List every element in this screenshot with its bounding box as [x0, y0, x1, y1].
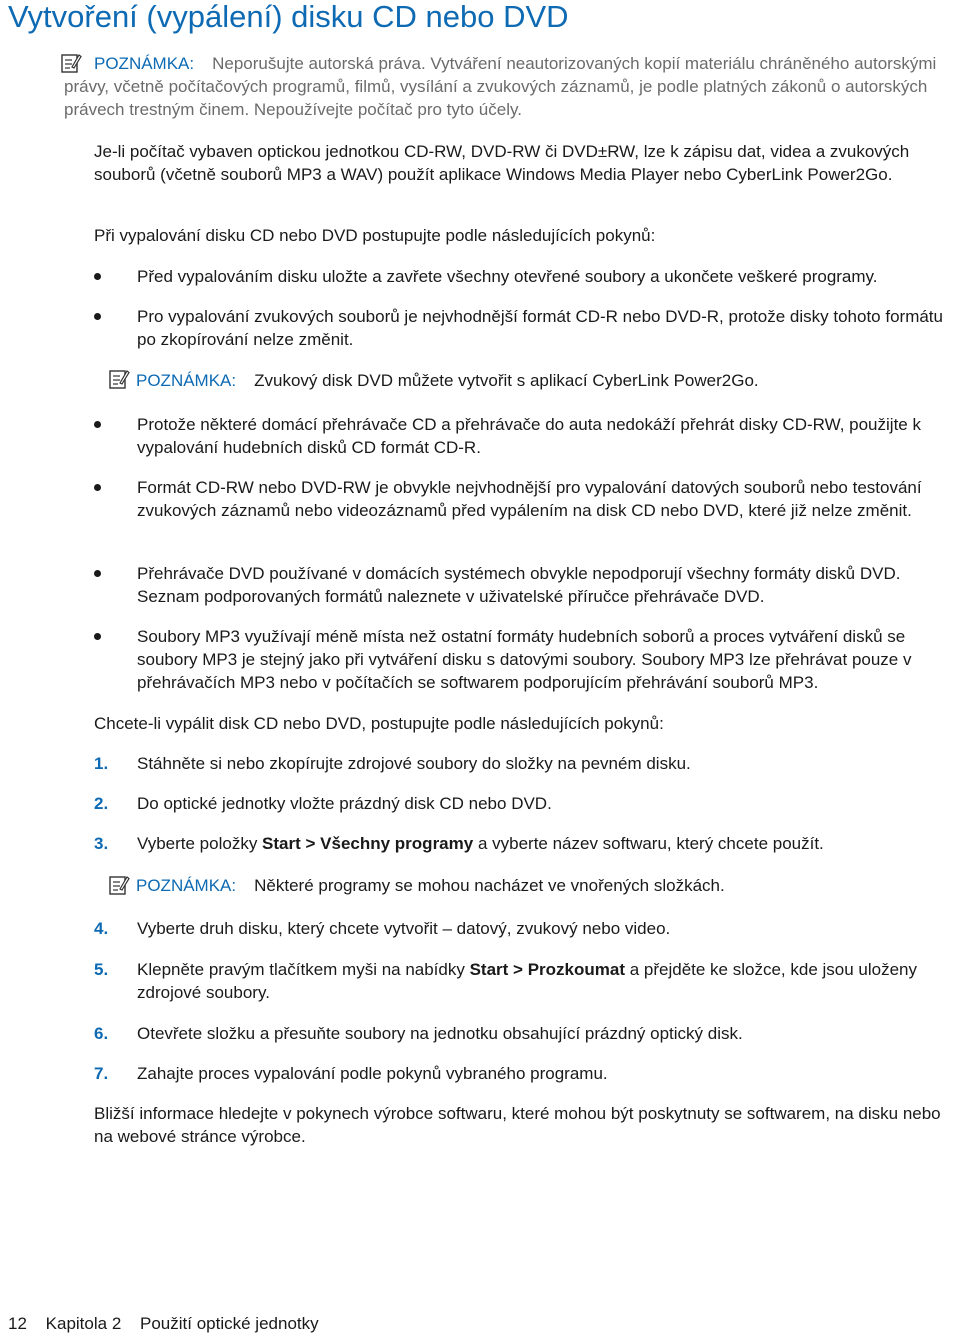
intro-paragraph: Je-li počítač vybaven optickou jednotkou CD-RW, DVD-RW či DVD±RW, lze k zápisu dat, videa a zvukových souborů (včetně souborů MP3 a WAV) použít aplikace Windows Media Player nebo CyberLink Power2Go.: [94, 142, 910, 184]
bullet-dot-icon: [94, 633, 101, 640]
bullet-dot-icon: [94, 421, 101, 428]
bullet-dot-icon: [94, 313, 101, 320]
bullet-dot-icon: [94, 484, 101, 491]
note-label: POZNÁMKA:: [136, 876, 237, 895]
note-text: Některé programy se mohou nacházet ve vnořených složkách.: [254, 876, 725, 895]
bullet-dot-icon: [94, 273, 101, 280]
chapter-label: Kapitola 2: [45, 1314, 122, 1333]
note-text: Neporušujte autorská práva. Vytváření neautorizovaných kopií materiálu chráněného autorskými právy, včetně počítačových programů, filmů, vysílání a zvukových záznamů, je podle platných zákonů o autorských právech trestným činem. Nepoužívejte počítač pro tyto účely.: [64, 54, 937, 119]
audio-note: [108, 369, 759, 392]
burn-steps-intro: Chcete-li vypálit disk CD nebo DVD, postupujte podle následujících pokynů:: [94, 714, 664, 733]
page-title: Vytvoření (vypálení) disku CD nebo DVD: [8, 0, 569, 34]
page-number: 12: [8, 1314, 27, 1333]
bullet-dot-icon: [94, 570, 101, 577]
more-info-paragraph: Bližší informace hledejte v pokynech výrobce softwaru, které mohou být poskytnuty se softwarem, na disku nebo na webové stránce výrobce.: [94, 1104, 941, 1146]
note-label: POZNÁMKA:: [136, 371, 237, 390]
copyright-note: [64, 52, 956, 121]
chapter-title: Použití optické jednotky: [140, 1314, 319, 1333]
page-footer: [8, 1313, 333, 1335]
note-label: POZNÁMKA:: [94, 54, 195, 73]
instructions-intro: Při vypalování disku CD nebo DVD postupujte podle následujících pokynů:: [94, 226, 656, 245]
note-text: Zvukový disk DVD můžete vytvořit s aplikací CyberLink Power2Go.: [254, 371, 759, 390]
programs-note: [108, 874, 725, 897]
